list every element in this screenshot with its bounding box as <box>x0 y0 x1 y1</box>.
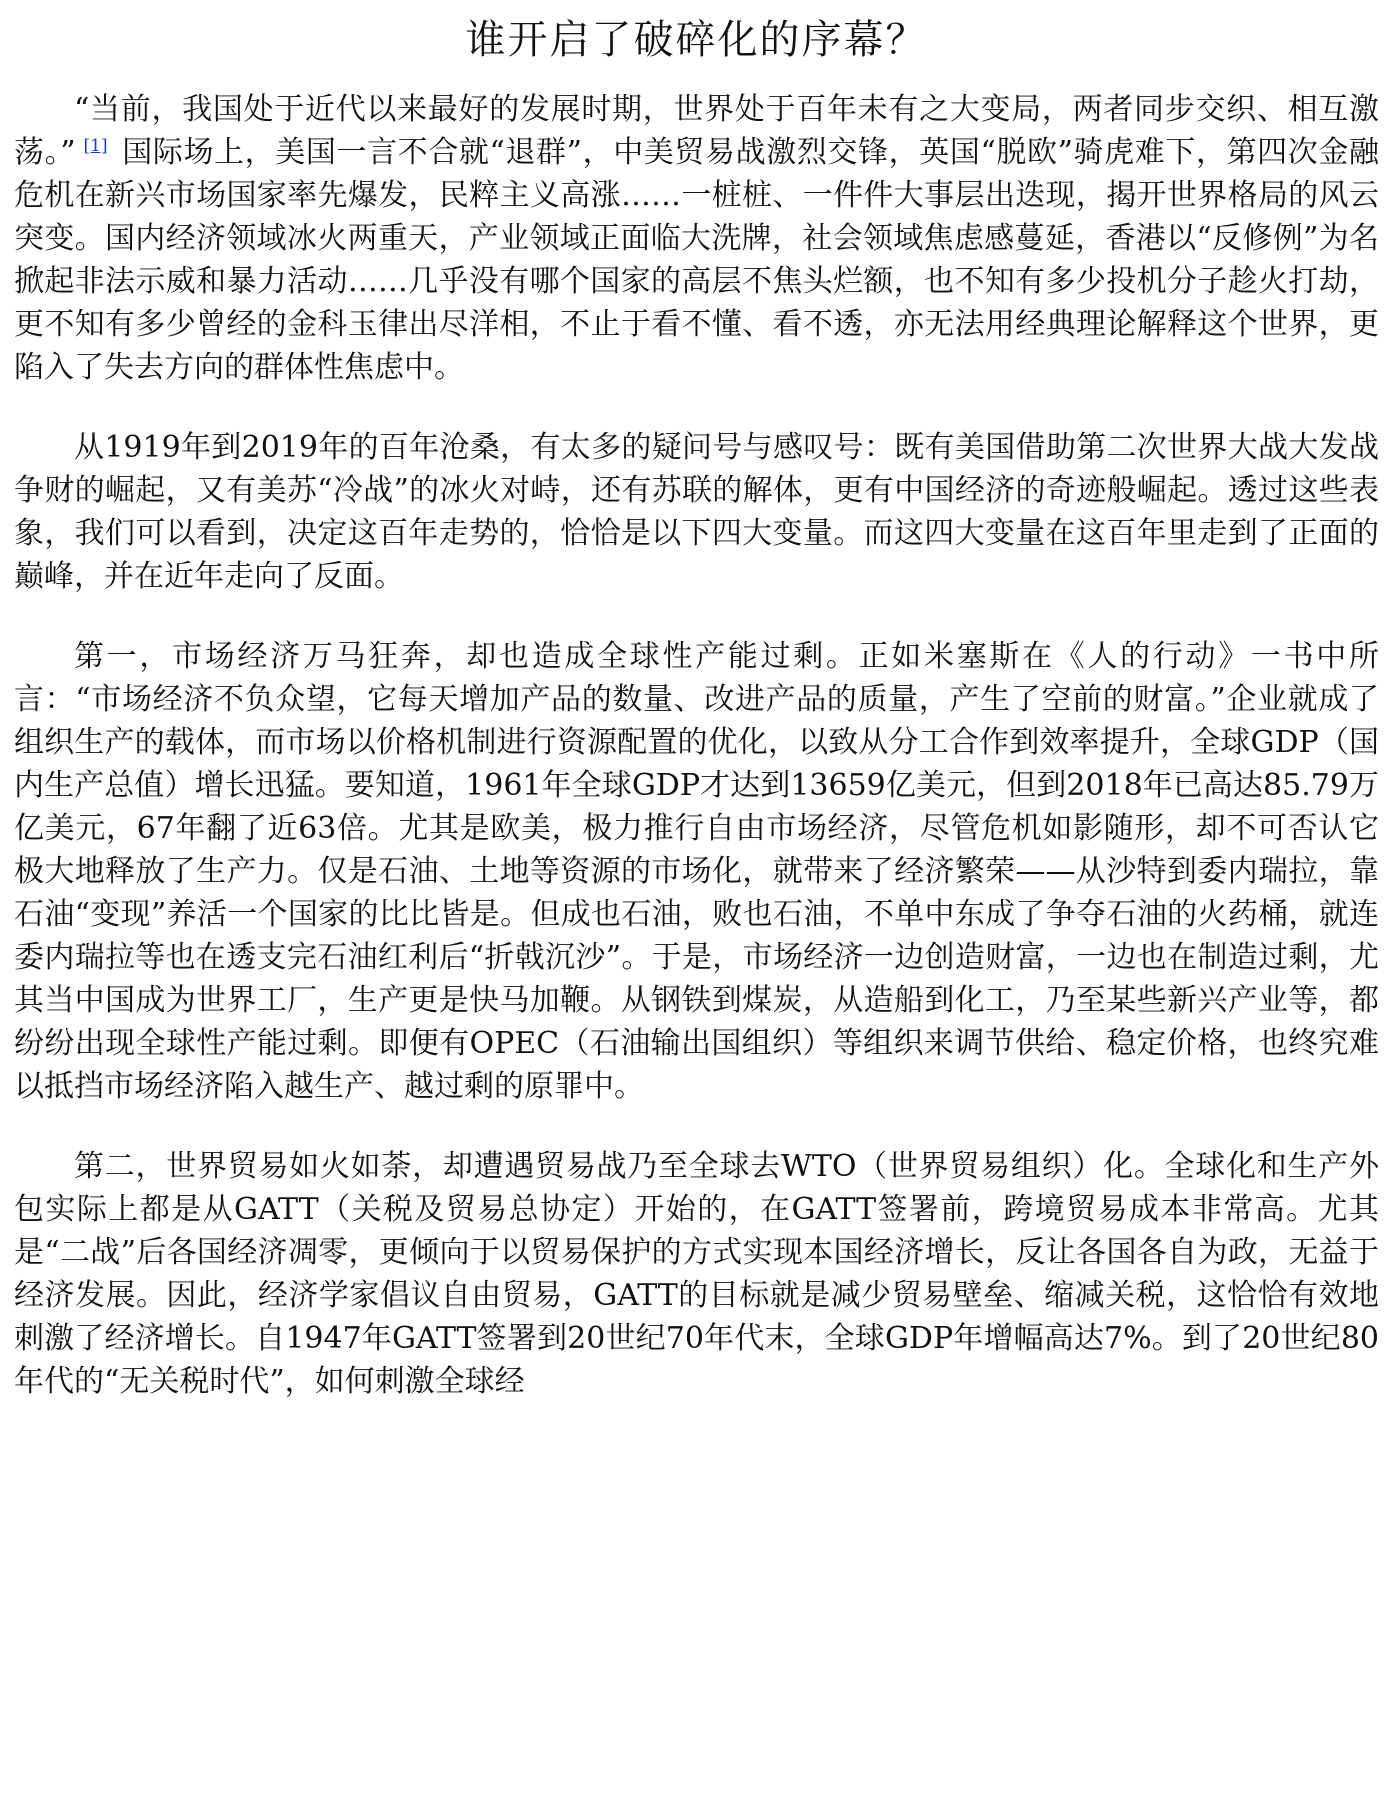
paragraph-2: 从1919年到2019年的百年沧桑，有太多的疑问号与感叹号：既有美国借助第二次世界大战大发战争财的崛起，又有美苏“冷战”的冰火对峙，还有苏联的解体，更有中国经济的奇迹般崛起。透过这些表象，我们可以看到，决定这百年走势的，恰恰是以下四大变量。而这四大变量在这百年里走到了正面的巅峰，并在近年走向了反面。 <box>14 430 1379 594</box>
paragraph-1-quote: “当前，我国处于近代以来最好的发展时期，世界处于百年未有之大变局，两者同步交织、相互激荡。” <box>14 92 1379 170</box>
document-title: 谁开启了破碎化的序幕？ <box>465 17 928 63</box>
paragraph-1-text: 国际场上，美国一言不合就“退群”，中美贸易战激烈交锋，英国“脱欧”骑虎难下，第四次金融危机在新兴市场国家率先爆发，民粹主义高涨……一桩桩、一件件大事层出迭现，揭开世界格局的风云突变。国内经济领域冰火两重天，产业领域正面临大洗牌，社会领域焦虑感蔓延，香港以“反修例”为名掀起非法示威和暴力活动……几乎没有哪个国家的高层不焦头烂额，也不知有多少投机分子趁火打劫，更不知有多少曾经的金科玉律出尽洋相，不止于看不懂、看不透，亦无法用经典理论解释这个世界，更陷入了失去方向的群体性焦虑中。 <box>14 135 1379 385</box>
paragraph-1 <box>14 88 1379 389</box>
paragraph-3: 第一，市场经济万马狂奔，却也造成全球性产能过剩。正如米塞斯在《人的行动》一书中所言：“市场经济不负众望，它每天增加产品的数量、改进产品的质量，产生了空前的财富。”企业就成了组织生产的载体，而市场以价格机制进行资源配置的优化，以致从分工合作到效率提升，全球GDP（国内生产总值）增长迅猛。要知道，1961年全球GDP才达到13659亿美元，但到2018年已高达85.79万亿美元，67年翻了近63倍。尤其是欧美，极力推行自由市场经济，尽管危机如影随形，却不可否认它极大地释放了生产力。仅是石油、土地等资源的市场化，就带来了经济繁荣——从沙特到委内瑞拉，靠石油“变现”养活一个国家的比比皆是。但成也石油，败也石油，不单中东成了争夺石油的火药桶，就连委内瑞拉等也在透支完石油红利后“折戟沉沙”。于是，市场经济一边创造财富，一边也在制造过剩，尤其当中国成为世界工厂，生产更是快马加鞭。从钢铁到煤炭，从造船到化工，乃至某些新兴产业等，都纷纷出现全球性产能过剩。即便有OPEC（石油输出国组织）等组织来调节供给、稳定价格，也终究难以抵挡市场经济陷入越生产、越过剩的原罪中。 <box>14 639 1379 1104</box>
document-body <box>14 88 1379 1403</box>
paragraph-4: 第二，世界贸易如火如荼，却遭遇贸易战乃至全球去WTO（世界贸易组织）化。全球化和生产外包实际上都是从GATT（关税及贸易总协定）开始的，在GATT签署前，跨境贸易成本非常高。尤其是“二战”后各国经济凋零，更倾向于以贸易保护的方式实现本国经济增长，反让各国各自为政，无益于经济发展。因此，经济学家倡议自由贸易，GATT的目标就是减少贸易壁垒、缩减关税，这恰恰有效地刺激了经济增长。自1947年GATT签署到20世纪70年代末，全球GDP年增幅高达7%。到了20世纪80年代的“无关税时代”，如何刺激全球经 <box>14 1149 1379 1399</box>
footnote-ref-link[interactable]: [1] <box>83 136 108 156</box>
